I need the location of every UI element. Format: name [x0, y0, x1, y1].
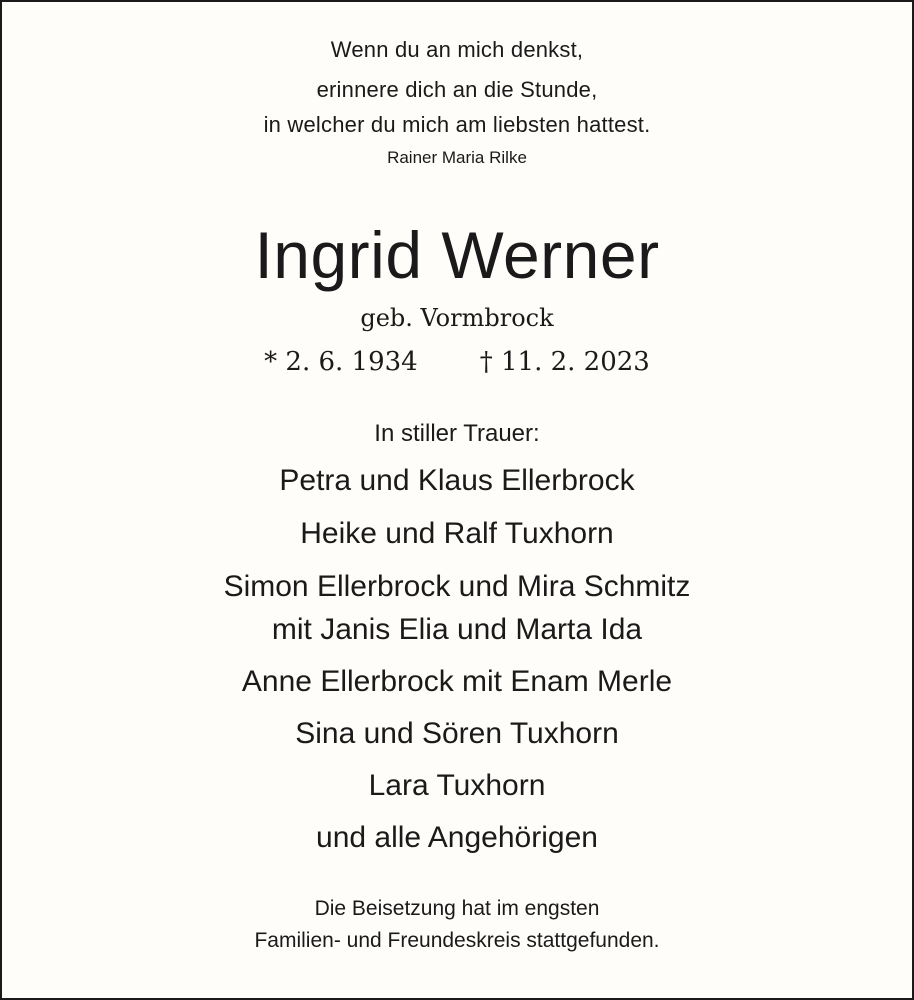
- mourner-line: Simon Ellerbrock und Mira Schmitz: [223, 570, 691, 603]
- mourner-line: und alle Angehörigen: [316, 821, 598, 854]
- poem-line-1: Wenn du an mich denkst,: [330, 37, 584, 62]
- mourner-line: mit Janis Elia und Marta Ida: [271, 613, 643, 646]
- mourner-line: Sina und Sören Tuxhorn: [295, 717, 619, 750]
- deceased-name: Ingrid Werner: [254, 218, 660, 292]
- mourner-line: Heike und Ralf Tuxhorn: [300, 517, 614, 550]
- death-date: † 11. 2. 2023: [479, 347, 650, 377]
- maiden-name: geb. Vormbrock: [360, 304, 554, 332]
- burial-note-line-1: Die Beisetzung hat im engsten: [314, 897, 600, 920]
- burial-note-line-2: Familien- und Freundeskreis stattgefunden.: [254, 929, 660, 952]
- mourner-line: Anne Ellerbrock mit Enam Merle: [241, 665, 673, 698]
- birth-date: * 2. 6. 1934: [264, 347, 418, 377]
- poem-author: Rainer Maria Rilke: [387, 148, 527, 167]
- mourner-line: Petra und Klaus Ellerbrock: [279, 464, 635, 497]
- life-dates: [2, 347, 912, 377]
- mourner-line: Lara Tuxhorn: [368, 769, 546, 802]
- poem-line-2: erinnere dich an die Stunde,: [316, 77, 598, 102]
- poem-line-3: in welcher du mich am liebsten hattest.: [263, 112, 651, 137]
- mourners-intro: In stiller Trauer:: [374, 420, 540, 447]
